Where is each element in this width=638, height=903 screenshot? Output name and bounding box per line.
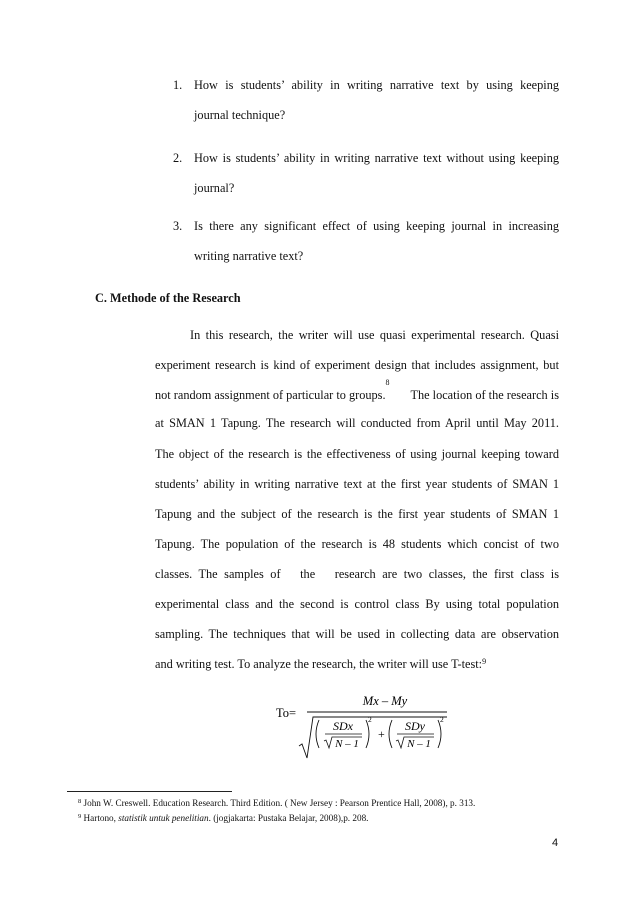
paragraph-line: at SMAN 1 Tapung. The research will conducted from April until May 2011. [155, 416, 559, 430]
paragraph-line: The object of the research is the effectiveness of using journal keeping toward [155, 447, 559, 461]
paragraph-line [155, 378, 559, 403]
footnote-separator [67, 791, 232, 792]
formula-numerator: Mx – My [362, 694, 408, 708]
footnote-text: John W. Creswell. Education Research. Third Edition. ( New Jersey : Pearson Prentice Hall, 2008), p. 313. [83, 798, 476, 808]
question-line: journal? [194, 181, 235, 195]
formula-plus: + [378, 727, 385, 741]
close-paren [366, 720, 369, 748]
close-paren [438, 720, 441, 748]
footnote-title: statistik untuk penelitian [118, 813, 209, 823]
footnote-rest: . (jogjakarta: Pustaka Belajar, 2008),p. 208. [208, 813, 369, 823]
question-line: How is students’ ability in writing narrative text by using keeping [194, 78, 559, 92]
formula-sd-x: SDx [333, 719, 353, 733]
formula-lhs: To= [276, 706, 297, 720]
question-line: journal technique? [194, 108, 286, 122]
paragraph-fragment: not random assignment of particular to groups. [155, 388, 386, 402]
t-test-formula [270, 692, 460, 762]
question-line: writing narrative text? [194, 249, 304, 263]
formula-exponent: 2 [368, 715, 372, 724]
question-line: Is there any significant effect of using keeping journal in increasing [194, 219, 559, 233]
paragraph-line: students’ ability in writing narrative text at the first year students of SMAN 1 [155, 477, 559, 491]
open-paren [389, 720, 392, 748]
question-number: 1. [173, 78, 183, 92]
question-number: 2. [173, 151, 183, 165]
paragraph-fragment: The location of the research is [407, 388, 559, 402]
formula-sd-y: SDy [405, 719, 425, 733]
footnote-ref: 8 [385, 378, 390, 387]
paragraph-line: Tapung and the subject of the research is the first year students of SMAN 1 [155, 507, 559, 521]
paragraph-fragment: and writing test. To analyze the research, the writer will use T-test: [155, 657, 483, 671]
paragraph-line: classes. The samples of the research are two classes, the first class is [155, 567, 559, 581]
question-number: 3. [173, 219, 183, 233]
footnote-9 [78, 812, 368, 824]
open-paren [316, 720, 319, 748]
formula-n-minus-1: N – 1 [407, 738, 431, 750]
section-heading: C. Methode of the Research [95, 291, 241, 305]
paragraph-line [155, 656, 486, 672]
paragraph-line: experiment research is kind of experiment design that includes assignment, but [155, 358, 559, 372]
footnote-number: 9 [78, 813, 82, 820]
paragraph-line: Tapung. The population of the research is 48 students which concist of two [155, 537, 559, 551]
formula-n-minus-1: N – 1 [335, 738, 359, 750]
paragraph-line: sampling. The techniques that will be used in collecting data are observation [155, 627, 559, 641]
question-line: How is students’ ability in writing narrative text without using keeping [194, 151, 559, 165]
page-number: 4 [552, 837, 559, 849]
footnote-ref: 9 [482, 657, 487, 666]
paragraph-line: experimental class and the second is control class By using total population [155, 597, 559, 611]
footnote-8 [78, 797, 475, 809]
formula-exponent: 2 [440, 715, 444, 724]
footnote-number: 8 [78, 798, 82, 805]
paragraph-line: In this research, the writer will use quasi experimental research. Quasi [190, 328, 559, 342]
footnote-author: Hartono, [83, 813, 119, 823]
